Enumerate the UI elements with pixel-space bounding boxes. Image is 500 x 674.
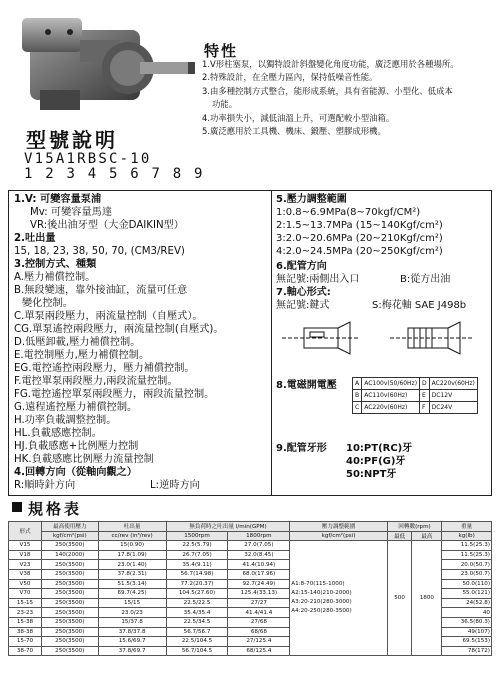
- spec-line: CG.單泵遙控兩段壓力，兩流量控制(自壓式)。: [14, 324, 224, 335]
- table-cell: 250(3500): [42, 646, 99, 656]
- spec-line: 3:2.0~20.6MPa (20~210Kgf/cm²): [276, 233, 443, 244]
- table-header-row: [9, 522, 492, 532]
- spec-line: FG.電控遙控單泵兩段壓力，兩段流量控制。: [14, 389, 215, 400]
- table-cell: 51.5(3.14): [98, 579, 166, 589]
- spec-line: D.低壓卸載,壓力補償控制。: [14, 337, 141, 348]
- pressure-range-line: A3:20-210(280-3000): [291, 599, 352, 606]
- spec-line: 1.V: 可變容量泵浦: [14, 194, 102, 205]
- spec-table-body: [9, 541, 492, 656]
- table-row: [353, 378, 478, 390]
- table-cell: 15-15: [9, 598, 42, 608]
- table-row: [353, 402, 478, 414]
- table-cell: V23: [9, 560, 42, 570]
- spec-line: 2.吐出量: [14, 233, 56, 244]
- spec-line: H.功率負載調整控制。: [14, 415, 117, 426]
- table-cell: 250(3500): [42, 541, 99, 551]
- solenoid-voltage-table: [352, 377, 478, 414]
- pump-image: [10, 10, 200, 120]
- pressure-range-line: A2:15-140(210-2000): [291, 590, 352, 597]
- table-cell: 38-70: [9, 646, 42, 656]
- feature-item: 5.廣泛應用於工具機、機床、鍛壓、塑膠成形機。: [202, 126, 386, 137]
- spec-line: R:順時針方向: [14, 480, 76, 491]
- table-cell: 69.7(4.25): [98, 589, 166, 599]
- spec-line: 3.控制方式、種類: [14, 259, 97, 270]
- table-cell: 27/68: [228, 617, 290, 627]
- table-row: [9, 541, 492, 551]
- spec-line: HJ.負載感應+比例壓力控制: [14, 441, 139, 452]
- col-header-max-pressure: 最高使用壓力: [42, 522, 99, 532]
- table-cell: 17.8(1.09): [98, 550, 166, 560]
- table-cell: 11.5(25.3): [442, 541, 492, 551]
- table-cell: 250(3500): [42, 569, 99, 579]
- table-cell: 140(2000): [42, 550, 99, 560]
- col-header-model: 形式: [9, 522, 42, 541]
- col-header-speed-min: 最低: [387, 531, 412, 541]
- spec-line: 4:2.0~24.5MPa (20~250Kgf/cm²): [276, 246, 443, 257]
- spec-line: B.無段變速，靠外接油缸，流量可任意: [14, 285, 188, 296]
- model-code: V15A1RBSC-10: [24, 151, 152, 167]
- table-cell: 24(52.8): [442, 598, 492, 608]
- col-header-rpm1500: 1500rpm: [166, 531, 228, 541]
- col-header-no-load-flow: 無負荷時之吐出量 l/min(GPM): [166, 522, 290, 532]
- table-cell: 68.0(17.96): [228, 569, 290, 579]
- spec-line: Mv: 可變容量馬達: [30, 207, 113, 218]
- table-header-row: [9, 531, 492, 541]
- table-cell: 22.5/34.5: [166, 617, 228, 627]
- spec-line: 7.軸心形式:: [276, 287, 331, 298]
- col-header-unit: kg(lb): [442, 531, 492, 541]
- pressure-range-line: A4:20-250(280-3500): [291, 608, 352, 615]
- spec-line: 2:1.5~13.7MPa (15~140Kgf/cm²): [276, 220, 443, 231]
- table-cell: 20.0(50.7): [442, 560, 492, 570]
- col-header-pressure-range: 壓力調整範圍: [290, 522, 387, 532]
- table-cell: 125.4(33.13): [228, 589, 290, 599]
- features-list: [202, 58, 494, 138]
- spec-line: G.遠程遙控壓力補償控制。: [14, 402, 138, 413]
- table-cell: 41.4(10.94): [228, 560, 290, 570]
- table-cell: AC220v(60Hz): [362, 402, 420, 414]
- col-header-speed-max: 最高: [412, 531, 442, 541]
- table-cell: 35.4/35.4: [166, 608, 228, 618]
- table-cell: 250(3500): [42, 589, 99, 599]
- table-row: [353, 390, 478, 402]
- table-cell: V70: [9, 589, 42, 599]
- model-title: 型號說明: [26, 128, 118, 152]
- table-cell: 27.0(7.05): [228, 541, 290, 551]
- spec-divider: [271, 190, 272, 496]
- table-cell: 55.0(121): [442, 589, 492, 599]
- spec-line: HL.負載感應控制。: [14, 428, 102, 439]
- table-cell: DC12V: [429, 390, 477, 402]
- table-cell: 15/15: [98, 598, 166, 608]
- table-cell: C: [353, 402, 362, 414]
- table-cell: 37.8/69.7: [98, 646, 166, 656]
- table-cell: 26.7(7.05): [166, 550, 228, 560]
- table-cell: 1800: [412, 541, 442, 656]
- table-cell: 22.5(5.79): [166, 541, 228, 551]
- spec-line: L:逆時方向: [150, 480, 200, 491]
- table-cell: 78(172): [442, 646, 492, 656]
- table-cell: A: [353, 378, 362, 390]
- table-cell: 250(3500): [42, 637, 99, 647]
- table-cell: 37.8(2.31): [98, 569, 166, 579]
- col-header-rpm1800: 1800rpm: [228, 531, 290, 541]
- shaft-diagram: [280, 318, 490, 362]
- table-cell: 68/68: [228, 627, 290, 637]
- col-header-displacement: 吐出量: [98, 522, 166, 532]
- feature-item: 3.由多種控制方式整合，能形成系統，具有省能源、小型化、低成本: [202, 85, 453, 96]
- spec-table: [8, 521, 492, 656]
- spec-line: 無記號:兩側出入口: [276, 274, 360, 285]
- table-cell: V15: [9, 541, 42, 551]
- table-cell: 68/125.4: [228, 646, 290, 656]
- square-bullet-icon: [12, 502, 22, 512]
- table-cell: 15.6/69.7: [98, 637, 166, 647]
- table-cell: 104.5(27.60): [166, 589, 228, 599]
- spec-line: F.電控單泵兩段壓力,兩段流量控制。: [14, 376, 178, 387]
- spec-line: 5.壓力調整範圍: [276, 194, 347, 205]
- table-cell: 92.7(24.49): [228, 579, 290, 589]
- table-cell: 15-70: [9, 637, 42, 647]
- table-cell: 37.8/37.8: [98, 627, 166, 637]
- table-cell: 41.4/41.4: [228, 608, 290, 618]
- col-header-unit: kgf/cm²(psi): [42, 531, 99, 541]
- spec-line: 無記號:鍵式: [276, 300, 330, 311]
- table-cell: 23.0(1.40): [98, 560, 166, 570]
- col-header-unit: kgf/cm²(psi): [290, 531, 387, 541]
- table-cell: 35.4(9.11): [166, 560, 228, 570]
- table-cell: 77.2(20.37): [166, 579, 228, 589]
- col-header-weight: 重量: [442, 522, 492, 532]
- table-cell: 32.0(8.45): [228, 550, 290, 560]
- table-cell: 250(3500): [42, 560, 99, 570]
- table-cell: V18: [9, 550, 42, 560]
- table-cell: 15-38: [9, 617, 42, 627]
- table-cell: DC24V: [429, 402, 477, 414]
- spec-line: EG.電控遙控兩段壓力，壓力補償控制。: [14, 363, 195, 374]
- spec-line: VR:後出油牙型（大金DAIKIN型）: [30, 220, 184, 231]
- spec-line: HK.負載感應比例壓力流量控制: [14, 454, 154, 465]
- table-cell: 23.0(50.7): [442, 569, 492, 579]
- feature-item: 4.功率損失小，減低油溫上升，可選配較小型油箱。: [202, 112, 395, 123]
- table-cell: 250(3500): [42, 617, 99, 627]
- table-cell: AC100v(50/60Hz): [362, 378, 420, 390]
- table-cell: 15(0.90): [98, 541, 166, 551]
- spec-line: 15, 18, 23, 38, 50, 70, (CM3/REV): [14, 246, 185, 257]
- table-cell: 11.5(25.3): [442, 550, 492, 560]
- pressure-range-cell: [290, 541, 387, 656]
- col-header-speed: 回轉數(rpm): [387, 522, 442, 532]
- table-cell: 27/125.4: [228, 637, 290, 647]
- col-header-unit: cc/rev (in³/rev): [98, 531, 166, 541]
- spec-line: 6.配管方向: [276, 261, 327, 272]
- table-cell: 40: [442, 608, 492, 618]
- spec-line: 40:PF(G)牙: [346, 456, 406, 467]
- spec-line: 50:NPT牙: [346, 469, 397, 480]
- table-cell: V38: [9, 569, 42, 579]
- table-cell: 250(3500): [42, 598, 99, 608]
- spec-line: 變化控制。: [22, 298, 73, 309]
- spec-line: A.壓力補償控制。: [14, 272, 96, 283]
- table-cell: 22.5/22.5: [166, 598, 228, 608]
- features-title: 特性: [204, 42, 239, 60]
- table-cell: D: [420, 378, 430, 390]
- spec-table-title: 規格表: [28, 500, 83, 518]
- table-cell: 250(3500): [42, 627, 99, 637]
- table-cell: 22.5/104.5: [166, 637, 228, 647]
- spec-line: 9.配管牙形: [276, 443, 327, 454]
- feature-item: 1.V形柱塞泵，以獨特設計斜盤變化角度功能，廣泛應用於各種場所。: [202, 59, 459, 69]
- table-cell: 23-23: [9, 608, 42, 618]
- table-cell: AC110v(60Hz): [362, 390, 420, 402]
- table-cell: 500: [387, 541, 412, 656]
- spec-line: E.電控制壓力,壓力補償控制。: [14, 350, 150, 361]
- table-cell: B: [353, 390, 362, 402]
- spec-line: 8.電磁開電壓: [276, 380, 337, 391]
- table-cell: V50: [9, 579, 42, 589]
- table-cell: 36.5(80.3): [442, 617, 492, 627]
- spec-line: 4.回轉方向（從軸向觀之）: [14, 467, 138, 478]
- spec-line: 1:0.8~6.9MPa(8~70kgf/CM²): [276, 207, 421, 218]
- spec-line: 10:PT(RC)牙: [346, 443, 413, 454]
- table-cell: 50.0(110): [442, 579, 492, 589]
- spec-line: C.單泵兩段壓力，兩流量控制（自壓式）。: [14, 311, 203, 322]
- model-positions: 1 2 3 4 5 6 7 8 9: [24, 166, 205, 182]
- table-cell: 27/27: [228, 598, 290, 608]
- table-cell: AC220v(60Hz): [429, 378, 477, 390]
- spec-line: S:梅花軸 SAE J498b: [372, 300, 467, 311]
- table-cell: 250(3500): [42, 608, 99, 618]
- table-cell: F: [420, 402, 430, 414]
- table-cell: 23.0/23: [98, 608, 166, 618]
- table-cell: 49(107): [442, 627, 492, 637]
- table-cell: 56.7/56.7: [166, 627, 228, 637]
- table-cell: 56.7/104.5: [166, 646, 228, 656]
- feature-item: 功能。: [212, 99, 238, 110]
- table-cell: E: [420, 390, 430, 402]
- spec-line: B:從方出油: [400, 274, 451, 285]
- feature-item: 2.特殊設計，在全壓力區內，保持低噪音性能。: [202, 72, 378, 83]
- table-cell: 15/37.8: [98, 617, 166, 627]
- table-cell: 38-38: [9, 627, 42, 637]
- table-cell: 69.5(153): [442, 637, 492, 647]
- table-cell: 250(3500): [42, 579, 99, 589]
- pressure-range-line: A1:8-70(115-1000): [291, 581, 345, 588]
- table-cell: 56.7(14.98): [166, 569, 228, 579]
